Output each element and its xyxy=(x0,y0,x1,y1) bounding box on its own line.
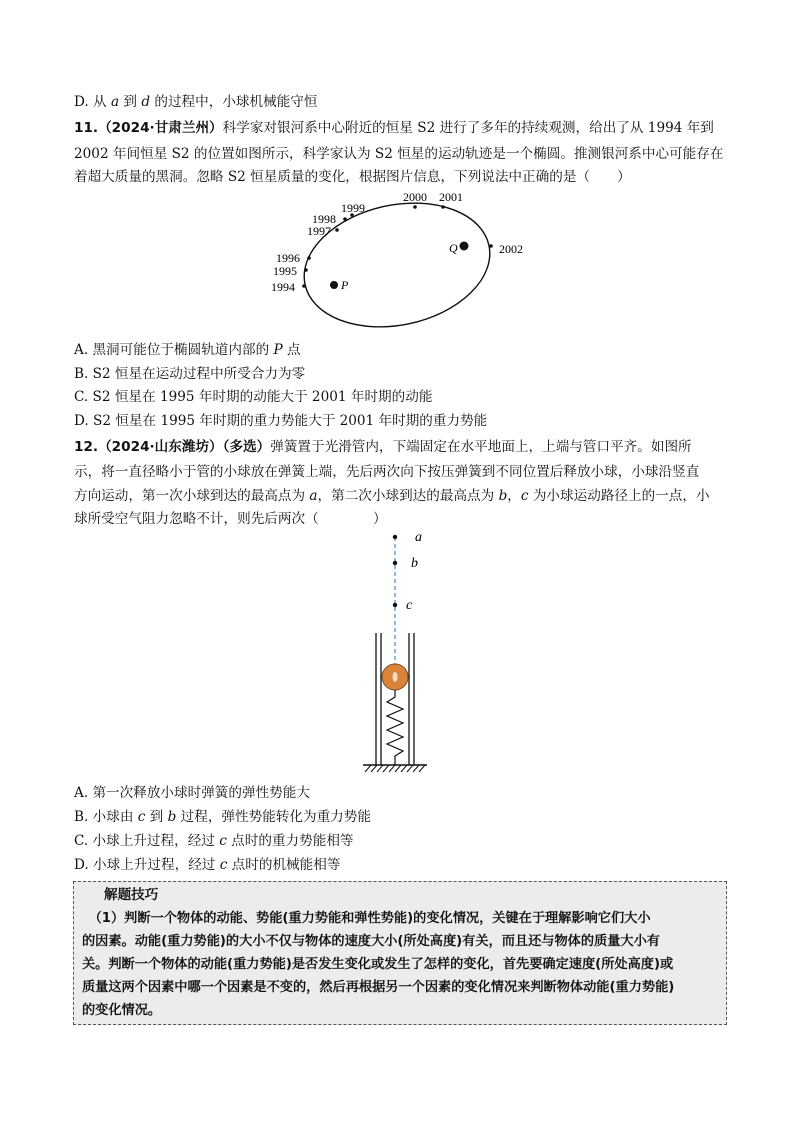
var-c: c xyxy=(219,833,227,849)
spring-figure xyxy=(355,525,455,775)
var-b: b xyxy=(498,488,508,504)
problem-solving-tips-box xyxy=(73,881,727,1025)
spring xyxy=(387,690,403,765)
point-1998 xyxy=(343,217,347,221)
tips-line: 质量这两个因素中哪一个因素是不变的，然后再根据另一个因素的变化情况来判断物体动能(重力势能) xyxy=(82,980,675,995)
q12-stem-line2: 示，将一直径略小于管的小球放在弹簧上端，先后两次向下按压弹簧到不同位置后释放小球，小球沿竖直 xyxy=(74,464,700,480)
q11-stem-line2: 2002 年间恒星 S2 的位置如图所示，科学家认为 S2 恒星的运动轨迹是一个椭圆。推测银河系中心可能存在 xyxy=(74,146,724,162)
q12-source: （2024·山东潍坊）（多选） xyxy=(98,439,271,455)
point-1995 xyxy=(304,268,308,272)
q12-option-b-text: 到 xyxy=(145,809,168,825)
q12-option-d-text: 点时的机械能相等 xyxy=(227,857,341,873)
q10-option-d-text: D. 从 xyxy=(74,94,111,110)
var-c: c xyxy=(137,809,146,825)
q11-text: 科学家对银河系中心附近的恒星 S2 进行了多年的持续观测，给出了从 1994 年到 xyxy=(222,120,714,136)
label-b: b xyxy=(411,556,418,571)
point-2001 xyxy=(441,205,445,209)
label-P: P xyxy=(341,278,349,292)
tips-title: 解题技巧 xyxy=(104,887,159,903)
point-c xyxy=(393,603,397,607)
label-2002: 2002 xyxy=(499,242,523,256)
ball-highlight xyxy=(393,672,398,682)
var-b: b xyxy=(167,809,177,825)
q12-text: ，第二次小球到达的最高点为 xyxy=(317,488,499,504)
point-a xyxy=(393,535,397,539)
q12-option-d-text: D. 小球上升过程，经过 xyxy=(74,857,220,873)
point-1997 xyxy=(335,228,339,232)
q11-option-a-text: 点 xyxy=(282,342,301,358)
q11-stem-line3: 着超大质量的黑洞。忽略 S2 恒星质量的变化，根据图片信息，下列说法中正确的是（ ） xyxy=(74,169,631,185)
label-1994: 1994 xyxy=(271,280,295,294)
point-Q xyxy=(460,242,469,251)
q12-text: ， xyxy=(507,488,521,504)
q10-option-d-text: 的过程中，小球机械能守恒 xyxy=(150,94,318,110)
q12-number: 12. xyxy=(74,439,99,455)
point-1994 xyxy=(302,284,306,288)
var-a: a xyxy=(110,94,120,110)
point-1996 xyxy=(307,256,311,260)
q12-option-d[interactable] xyxy=(74,855,340,875)
var-c: c xyxy=(219,857,228,873)
q12-stem-line1 xyxy=(74,437,692,457)
label-1996: 1996 xyxy=(276,251,300,265)
label-2000: 2000 xyxy=(403,190,427,204)
ground-hatch xyxy=(365,765,425,772)
point-b xyxy=(393,561,397,565)
tips-line: （1）判断一个物体的动能、势能(重力势能和弹性势能)的变化情况，关键在于理解影响它们大小 xyxy=(82,911,651,926)
var-d: d xyxy=(141,94,151,110)
q11-option-b[interactable]: B. S2 恒星在运动过程中所受合力为零 xyxy=(74,366,306,382)
var-a: a xyxy=(309,488,318,504)
q11-option-d[interactable]: D. S2 恒星在 1995 年时期的重力势能大于 2001 年时期的重力势能 xyxy=(74,413,488,429)
point-P xyxy=(330,281,338,289)
tips-line: 关。判断一个物体的动能(重力势能)是否发生变化或发生了怎样的变化，首先要确定速度(所处高度)或 xyxy=(82,957,674,972)
q12-option-b-text: 过程，弹性势能转化为重力势能 xyxy=(176,809,371,825)
var-c: c xyxy=(520,488,529,504)
q10-option-d-text: 到 xyxy=(119,94,142,110)
q12-text: 方向运动，第一次小球到达的最高点为 xyxy=(74,488,310,504)
label-1997: 1997 xyxy=(307,224,331,238)
q11-stem-line1 xyxy=(74,118,714,138)
tips-line: 的变化情况。 xyxy=(82,1003,162,1018)
q11-option-a[interactable] xyxy=(74,340,301,360)
q11-number: 11. xyxy=(74,120,99,136)
label-1995: 1995 xyxy=(273,264,297,278)
var-P: P xyxy=(273,342,283,358)
label-1999: 1999 xyxy=(341,201,365,215)
label-c: c xyxy=(406,598,413,613)
q11-source: （2024·甘肃兰州） xyxy=(98,120,223,136)
label-a: a xyxy=(415,530,422,545)
point-2000 xyxy=(413,205,417,209)
point-2002 xyxy=(489,244,493,248)
q12-option-b[interactable] xyxy=(74,807,371,827)
orbit-ellipse xyxy=(293,187,502,335)
q12-stem-line3 xyxy=(74,486,710,506)
q12-text: 为小球运动路径上的一点，小 xyxy=(528,488,710,504)
q12-stem-line4: 球所受空气阻力忽略不计，则先后两次（ ） xyxy=(74,511,387,527)
orbit-figure xyxy=(265,185,545,335)
q12-option-a[interactable]: A. 第一次释放小球时弹簧的弹性势能大 xyxy=(74,785,310,801)
q10-option-d[interactable] xyxy=(74,92,318,112)
q11-option-c[interactable]: C. S2 恒星在 1995 年时期的动能大于 2001 年时期的动能 xyxy=(74,389,433,405)
q11-option-a-text: A. 黑洞可能位于椭圆轨道内部的 xyxy=(74,342,274,358)
q12-option-c[interactable] xyxy=(74,831,354,851)
q12-option-c-text: C. 小球上升过程，经过 xyxy=(74,833,220,849)
label-1998: 1998 xyxy=(312,212,336,226)
q12-option-b-text: B. 小球由 xyxy=(74,809,138,825)
tips-line: 的因素。动能(重力势能)的大小不仅与物体的速度大小(所处高度)有关，而且还与物体的质量大小有 xyxy=(82,934,660,949)
label-2001: 2001 xyxy=(439,190,463,204)
q12-option-c-text: 点时的重力势能相等 xyxy=(226,833,354,849)
q12-text: 弹簧置于光滑管内，下端固定在水平地面上，上端与管口平齐。如图所 xyxy=(270,439,692,455)
label-Q: Q xyxy=(449,241,458,255)
